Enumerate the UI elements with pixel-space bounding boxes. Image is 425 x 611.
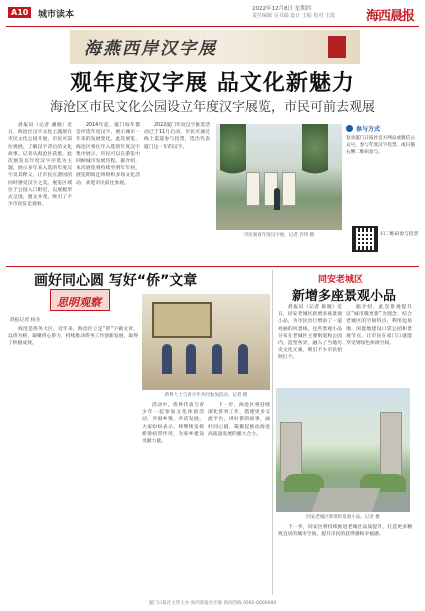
top-rule xyxy=(6,26,419,27)
red-seal-icon xyxy=(328,36,346,58)
issue-date: 2022年12月8日 星期四 xyxy=(252,6,312,12)
article3-photo xyxy=(276,388,410,512)
article2-col1: 海沧是侨务大区。近年来，海沧区立足“侨”字做文章，以侨为桥，凝聚侨心侨力，持续推动侨务工作创新发展，取得了积极成效。 xyxy=(8,327,138,347)
sidebar-title: 参与方式 xyxy=(346,124,416,133)
shrub-shape xyxy=(284,474,324,492)
newspaper-logo: 海西晨报 xyxy=(366,9,415,24)
person-figure xyxy=(162,344,172,374)
page-subhead: 海沧区市民文化公园设立年度汉字展览，市民可前去观展 xyxy=(49,100,375,115)
page-number: A10 xyxy=(8,7,31,18)
tree-shape xyxy=(220,124,246,182)
article2-title: 画好同心圆 写好“侨”文章 xyxy=(34,273,198,289)
hero-calligraphy: 海燕西岸汉字展 xyxy=(84,39,217,59)
section-name: 城市读本 xyxy=(38,10,75,20)
article2-photo xyxy=(142,294,270,390)
photo2-caption: 侨界人士与青少年共同参加活动。记者 摄 xyxy=(164,393,248,398)
column-logo: 思明观察 xyxy=(50,289,110,311)
page-headline: 观年度汉字展 品文化新魅力 xyxy=(70,71,355,96)
photo3-caption: 同安老城区新增的景观小品。记者 摄 xyxy=(306,515,380,520)
column-divider xyxy=(272,270,273,595)
article1-col1: 晨报讯（记者 潘晓）近日，海沧区汉字文化主题展在市民文化公园开展，市民可前往观展，了解汉字背后的文化故事。记者从海沧区获悉，此次展览以年度汉字评选为主题，展示多年来入选的年度汉字及其释义，让市民在游园的同时感受汉字之美。展览区域位于公园入口附近，以展板形式呈现，图文并茂，吸引了不少市民驻足观看。 xyxy=(8,123,72,208)
photo1-caption: 市民观看年度汉字展。记者 许伟 摄 xyxy=(243,233,315,238)
hero-banner xyxy=(70,30,360,64)
page-footer: 厦门日报社主管主办 海西晨报社出版 新闻热线 0592-0000000 xyxy=(148,601,277,606)
qr-code-icon[interactable] xyxy=(352,226,378,252)
exhibition-photo xyxy=(216,124,342,230)
person-figure xyxy=(238,344,248,374)
section-divider xyxy=(6,266,419,267)
article1-col3: 2022厦门年度汉字推选活动已于11月启动，市民可通过线上渠道参与投票，选出代表厦门这一年的汉字。 xyxy=(144,123,210,150)
masthead xyxy=(0,0,425,28)
article2-byline: 晨报记者 杨杰 xyxy=(10,318,41,323)
article3-title: 新增多座景观小品 xyxy=(292,289,397,304)
walkway-shape xyxy=(312,488,381,512)
info-dot-icon xyxy=(346,125,353,132)
article3-col3: 下一步，同安区将持续推进老城区品质提升，打造更多精致宜居的城市空间，提升市民的获得感和幸福感。 xyxy=(278,525,412,538)
sidebar-body: 登录厦门日报社官方网站或微信公众号，参与年度汉字投票，或扫描右侧二维码参与。 xyxy=(346,136,415,155)
display-board xyxy=(282,172,296,206)
article3-kicker: 同安老城区 xyxy=(318,275,364,285)
article3-col1: 晨报讯（记者 陈晓）近日，同安老城区新增多座景观小品，为市民出行增添了一道亮丽的风景线。这些景观小品分布在老城区主要街道和公园内，造型各异，融入了当地历史文化元素，吸引不少市民拍照打卡。 xyxy=(278,305,342,361)
visitor-figure xyxy=(274,188,280,210)
projection-screen xyxy=(152,302,212,338)
issue-editors: 责任编辑 吴书端 设计 王振 校对 王霞 xyxy=(252,13,335,19)
info-sidebar xyxy=(346,124,416,224)
article2-col3: 下一步，海沧区将持续深化侨务工作，搭建更多交流平台，讲好侨的故事，画好同心圆，凝聚起推动海沧高质量发展的强大合力。 xyxy=(208,403,270,437)
qr-code-label: 扫二维码参与投票 xyxy=(380,232,419,237)
article1-col2: 2014年起，厦门每年都会评选年度汉字，展示城市一年来的发展变化。此次展览，海沧区将往年入选的年度汉字集中展示，市民可以在游览中回顾城市发展历程。据介绍，本次展览将持续至明年年初，展览期间还将组织多场文化活动，欢迎市民前往参观。 xyxy=(76,123,140,186)
display-board xyxy=(246,172,260,206)
article2-col2: 活动中，侨界代表与青少年一起参加文化体验活动，共叙乡情、共话发展。大家纷纷表示，将继续发挥桥梁纽带作用，为家乡建设贡献力量。 xyxy=(142,403,204,445)
person-figure xyxy=(212,344,222,374)
article3-col2: 据介绍，此次景观提升以“城市微更新”为理念，结合老城区的空间特点，利用边角地、闲置地建设口袋公园和景观节点，让市民在家门口就能享受到绿色休闲空间。 xyxy=(346,305,412,347)
building-shape xyxy=(380,412,402,482)
person-figure xyxy=(186,344,196,374)
building-shape xyxy=(280,422,302,482)
tree-shape xyxy=(302,124,328,182)
